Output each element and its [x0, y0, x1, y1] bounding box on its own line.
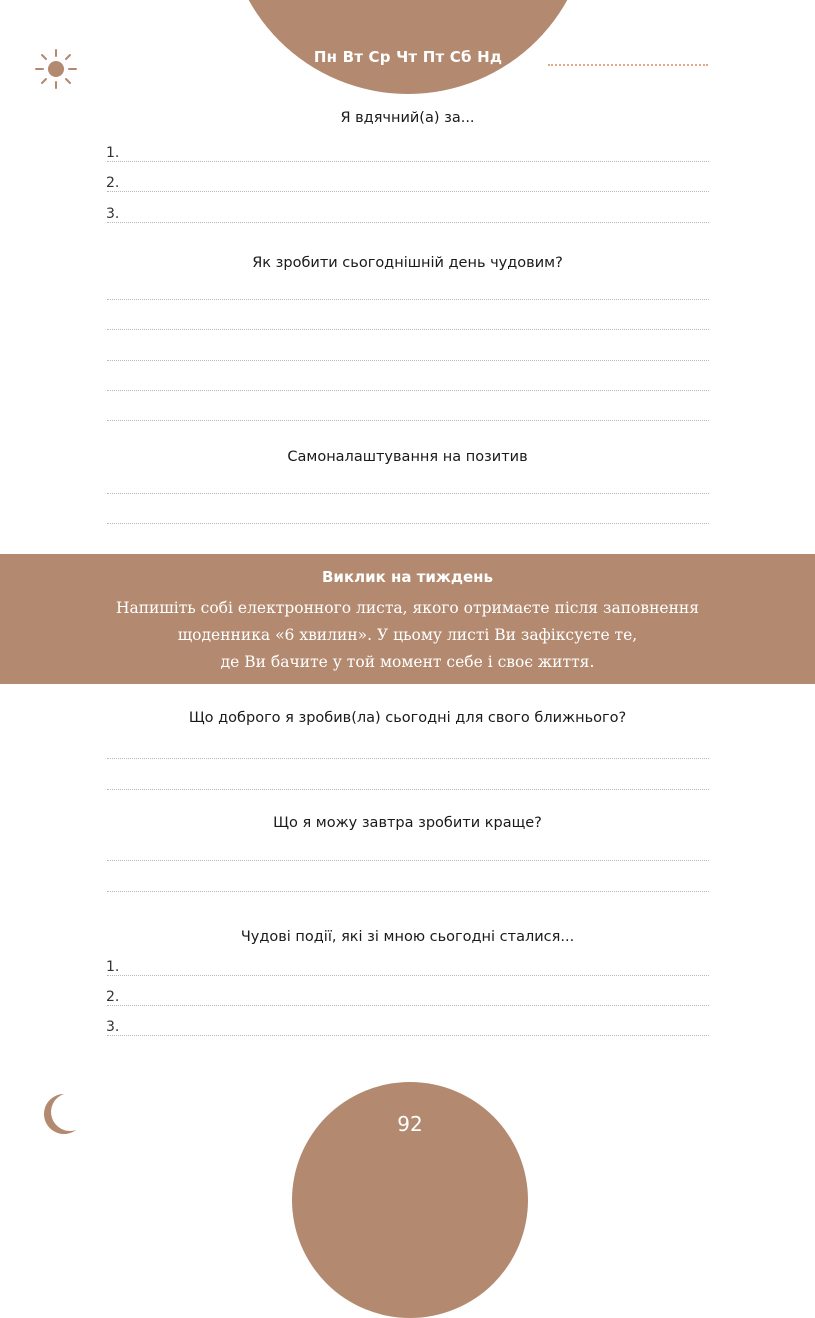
gratitude-line-2[interactable] — [107, 173, 709, 192]
great-day-line-5[interactable] — [107, 402, 709, 421]
list-number: 2. — [106, 175, 120, 191]
list-number: 3. — [106, 1019, 120, 1035]
great-day-line-4[interactable] — [107, 372, 709, 391]
great-day-line-2[interactable] — [107, 311, 709, 330]
list-number: 1. — [106, 959, 120, 975]
events-line-1[interactable] — [107, 957, 709, 976]
weekday-selector[interactable]: Пн Вт Ср Чт Пт Сб Нд — [313, 48, 503, 66]
events-title: Чудові події, які зі мною сьогодні сталися... — [240, 929, 575, 945]
affirmation-title: Самоналаштування на позитив — [287, 449, 528, 465]
list-number: 3. — [106, 206, 120, 222]
affirmation-line-1[interactable] — [107, 475, 709, 494]
challenge-text-line: де Ви бачите у той момент себе і своє життя. — [220, 653, 595, 671]
improve-title: Що я можу завтра зробити краще? — [273, 815, 542, 831]
gratitude-line-3[interactable] — [107, 204, 709, 223]
improve-line-1[interactable] — [107, 842, 709, 861]
gratitude-title: Я вдячний(а) за... — [340, 110, 475, 126]
good-deed-line-2[interactable] — [107, 771, 709, 790]
challenge-title: Виклик на тиждень — [322, 568, 493, 586]
weekly-challenge-banner — [0, 554, 815, 684]
great-day-line-3[interactable] — [107, 342, 709, 361]
events-line-2[interactable] — [107, 987, 709, 1006]
affirmation-line-2[interactable] — [107, 505, 709, 524]
improve-line-2[interactable] — [107, 873, 709, 892]
page-number: 92 — [397, 1112, 423, 1136]
great-day-title: Як зробити сьогоднішній день чудовим? — [252, 255, 563, 271]
challenge-text-line: Напишіть собі електронного листа, якого отримаєте після заповнення — [115, 599, 700, 617]
good-deed-line-1[interactable] — [107, 740, 709, 759]
sun-icon — [34, 48, 78, 90]
list-number: 2. — [106, 989, 120, 1005]
moon-icon — [40, 1092, 80, 1136]
events-line-3[interactable] — [107, 1017, 709, 1036]
list-number: 1. — [106, 145, 120, 161]
challenge-text-line: щоденника «6 хвилин». У цьому листі Ви зафіксуєте те, — [177, 626, 638, 644]
good-deed-title: Що доброго я зробив(ла) сьогодні для свого ближнього? — [188, 710, 627, 726]
great-day-line-1[interactable] — [107, 281, 709, 300]
header-circle — [226, 0, 590, 94]
gratitude-line-1[interactable] — [107, 143, 709, 162]
date-field[interactable] — [548, 64, 708, 66]
